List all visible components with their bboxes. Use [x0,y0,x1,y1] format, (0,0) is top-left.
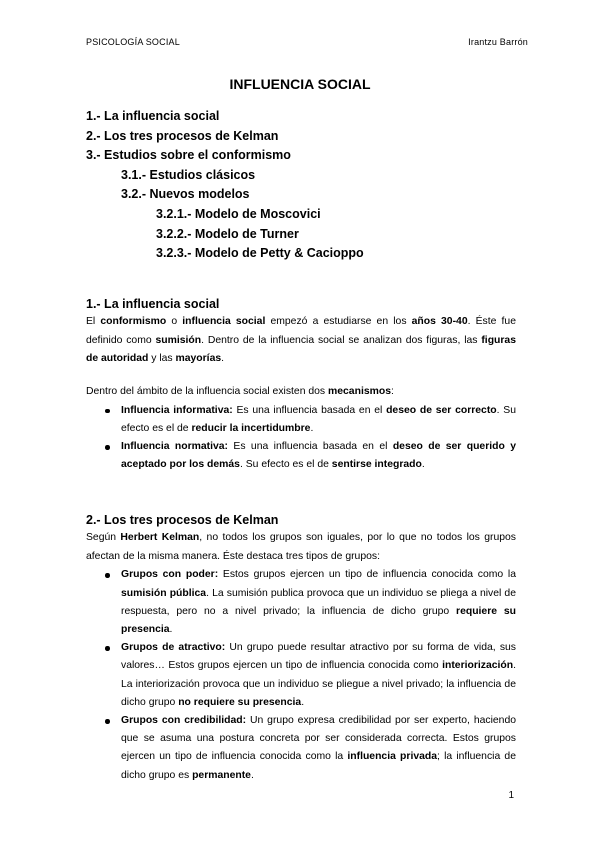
paragraph: El conformismo o influencia social empezó a estudiarse en los años 30-40. Éste fue definido como sumisión. Dentro de la influencia social se analizan dos figuras, las figuras de autoridad y las mayorías. [86,316,516,365]
bullet-icon [105,445,110,450]
paragraph: Según Herbert Kelman, no todos los grupos son iguales, por lo que no todos los grupos afectan de la misma manera. Éste destaca tres tipos de grupos: [86,532,516,562]
paragraph: Dentro del ámbito de la influencia social existen dos mecanismos: [86,386,394,398]
section-title: 1.- La influencia social [86,297,220,311]
bullet-list [86,566,516,784]
bullet-icon [105,573,110,578]
bullet-icon [105,719,110,724]
toc-item: 3.2.1.- Modelo de Moscovici [156,206,321,221]
toc-item: 3.- Estudios sobre el conformismo [86,148,291,163]
toc-item: 3.1.- Estudios clásicos [121,167,256,182]
section-procesos-kelman [86,512,516,785]
list-item: Influencia informativa: Es una influencia basada en el deseo de ser correcto. Su efecto es el de reducir la incertidumbre. [86,402,516,438]
list-item: Influencia normativa: Es una influencia basada en el deseo de ser querido y aceptado por los demás. Su efecto es el de sentirse integrado. [86,438,516,474]
toc-item: 2.- Los tres procesos de Kelman [86,128,279,143]
bullet-list [86,402,516,475]
bullet-icon [105,409,110,414]
list-item: Grupos con poder: Estos grupos ejercen un tipo de influencia conocida como la sumisión pública. La sumisión publica provoca que un individuo se pliega a nivel de respuesta, pero no a nivel privado; la influencia de dicho grupo requiere su presencia. [86,566,516,639]
toc-item: 3.2.- Nuevos modelos [121,187,250,202]
header-author: Irantzu Barrón [468,37,528,47]
toc-item: 3.2.2.- Modelo de Turner [156,226,299,241]
list-item: Grupos con credibilidad: Un grupo expresa credibilidad por ser experto, haciendo que se asuma una postura concreta por ser considerada correcta. Estos grupos ejercen un tipo de influencia conocida como la influencia privada; la influencia de dicho grupo es permanente. [86,712,516,785]
toc-item: 1.- La influencia social [86,109,220,123]
page-number: 1 [508,790,514,801]
list-item: Grupos de atractivo: Un grupo puede resultar atractivo por su forma de vida, sus valores… Estos grupos ejercen un tipo de influencia conocida como interiorización. La interiorización provoca que un individuo se pliegue a nivel privado; la influencia de dicho grupo no requiere su presencia. [86,639,516,712]
header-course: PSICOLOGÍA SOCIAL [86,37,180,47]
section-influencia-social [86,296,516,475]
section-title: 2.- Los tres procesos de Kelman [86,513,279,527]
toc-item: 3.2.3.- Modelo de Petty & Cacioppo [156,246,364,261]
table-of-contents [86,107,526,264]
bullet-icon [105,646,110,651]
document-title: INFLUENCIA SOCIAL [229,76,371,92]
